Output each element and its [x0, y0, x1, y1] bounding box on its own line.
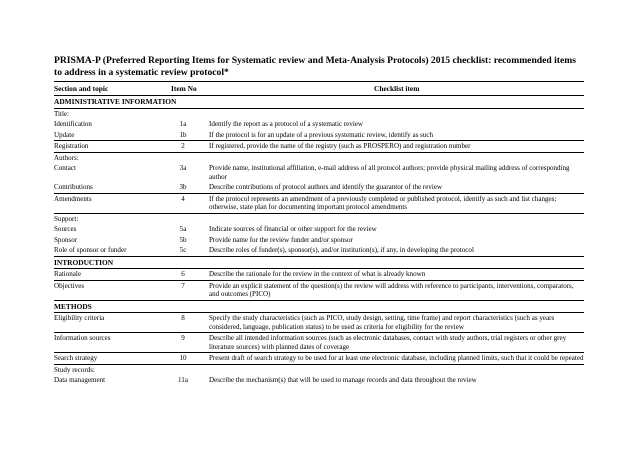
table-row [54, 213, 584, 224]
topic-cell: Identification [54, 120, 92, 128]
checklist-text: Describe the rationale for the review in the context of what is already known [209, 269, 584, 281]
document-title: PRISMA-P (Preferred Reporting Items for Systematic review and Meta-Analysis Protocols) 2015 checklist: recommended items to address in a systematic review protocol* [54, 55, 576, 78]
item-number: 3a [179, 164, 187, 172]
table-row [54, 375, 584, 386]
table-row [54, 235, 584, 246]
item-number [157, 364, 209, 375]
item-number: 3b [157, 182, 209, 193]
checklist-text: If the protocol is for an update of a previous systematic review, identify as such [209, 130, 584, 141]
table-row [54, 364, 584, 375]
item-number [157, 108, 209, 119]
checklist-text: Provide an explicit statement of the question(s) the review will address with reference to participants, interventions, comparators, and outcomes (PICO) [209, 281, 574, 298]
table-row [54, 141, 584, 153]
checklist-text: Describe the mechanism(s) that will be used to manage records and data throughout the review [209, 376, 477, 384]
topic-cell: Eligibility criteria [54, 313, 157, 333]
topic-cell: Update [54, 130, 157, 141]
checklist-text: Specify the study characteristics (such as PICO, study design, setting, time frame) and report characteristics (such as years considered, language, publication status) to be used as criteria for eligibility for the review [209, 313, 584, 333]
table-row [54, 108, 584, 119]
header-item-no: Item No [171, 84, 197, 93]
table-row [54, 130, 584, 141]
topic-cell: Objectives [54, 281, 85, 290]
checklist-text: Describe all intended information sources (such as electronic databases, contact with study authors, trial registers or other grey literature sources) with planned dates of coverage [209, 333, 584, 353]
topic-cell: Amendments [54, 193, 157, 213]
checklist-table [54, 96, 584, 386]
checklist-text: Present draft of search strategy to be used for at least one electronic database, including planned limits, such that it could be repeated [209, 354, 584, 362]
topic-cell: Information sources [54, 333, 157, 353]
item-number: 1a [179, 120, 187, 128]
topic-cell: Contributions [54, 182, 157, 193]
checklist-text [209, 152, 584, 163]
checklist-text: Describe roles of funder(s), sponsor(s), and/or institution(s), if any, in developing the protocol [209, 246, 474, 254]
table-row [54, 245, 584, 256]
table-row [54, 163, 584, 182]
topic-cell: Support: [54, 214, 79, 223]
item-number: 1b [157, 130, 209, 141]
item-number: 5c [179, 246, 187, 254]
item-number: 9 [157, 333, 209, 353]
checklist-text: Provide name for the review funder and/or sponsor [209, 235, 353, 244]
item-number: 8 [157, 313, 209, 333]
item-number: 5b [179, 235, 187, 244]
item-number: 4 [157, 193, 209, 213]
item-number: 5a [179, 225, 187, 233]
section-heading-methods: METHODS [54, 300, 584, 313]
table-row [54, 224, 584, 235]
table-row [54, 182, 584, 193]
table-row [54, 152, 584, 163]
topic-cell: Sources [54, 225, 77, 233]
table-row [54, 269, 584, 281]
topic-cell: Study records: [54, 365, 95, 374]
item-number: 7 [181, 281, 185, 290]
table-header [54, 81, 584, 96]
checklist-text [209, 108, 584, 119]
topic-cell: Data management [54, 376, 106, 384]
topic-cell: Title: [54, 109, 70, 118]
checklist-text: Indicate sources of financial or other support for the review [209, 225, 377, 233]
checklist-text: If the protocol represents an amendment of a previously completed or published protocol, identify as such and list changes; otherwise, state plan for documenting important protocol amendments [209, 193, 584, 213]
table-row [54, 313, 584, 333]
checklist-text: Provide name, institutional affiliation, e-mail address of all protocol authors; provide physical mailing address of corresponding author [209, 164, 570, 181]
topic-cell: Role of sponsor or funder [54, 246, 127, 254]
checklist-text [209, 213, 584, 224]
checklist-text: Identify the report as a protocol of a systematic review [209, 120, 363, 128]
topic-cell: Rationale [54, 269, 157, 281]
item-number: 2 [157, 141, 209, 153]
topic-cell: Sponsor [54, 235, 78, 244]
item-number [157, 152, 209, 163]
checklist-text: If registered, provide the name of the registry (such as PROSPERO) and registration number [209, 141, 584, 153]
table-row [54, 193, 584, 213]
section-heading-administrative: ADMINISTRATIVE INFORMATION [54, 96, 584, 108]
item-number: 6 [157, 269, 209, 281]
header-section-topic: Section and topic [54, 84, 109, 93]
checklist-text: Describe contributions of protocol authors and identify the guarantor of the review [209, 182, 584, 193]
item-number: 10 [157, 353, 209, 365]
header-checklist-item: Checklist item [374, 84, 420, 93]
table-row [54, 333, 584, 353]
table-row [54, 280, 584, 300]
table-row [54, 119, 584, 130]
topic-cell: Authors: [54, 153, 79, 162]
checklist-text [209, 364, 584, 375]
section-heading-introduction: INTRODUCTION [54, 256, 584, 269]
item-number [157, 213, 209, 224]
topic-cell: Search strategy [54, 353, 157, 365]
item-number: 11a [178, 376, 188, 384]
topic-cell: Contact [54, 164, 76, 172]
topic-cell: Registration [54, 141, 157, 153]
table-row [54, 353, 584, 365]
